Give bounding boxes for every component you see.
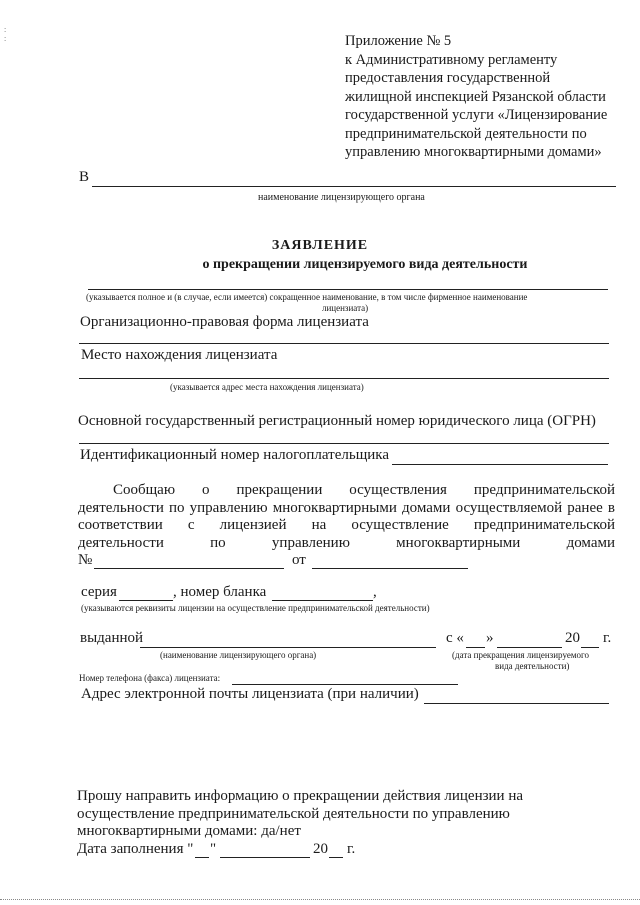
- email-line[interactable]: [424, 703, 609, 704]
- form-number-comma: ,: [373, 584, 377, 600]
- license-date-line[interactable]: [312, 568, 468, 569]
- ogrn-line[interactable]: [79, 443, 609, 444]
- licensee-name-caption: (указывается полное и (в случае, если имеется) сокращенное наименование, в том числе фирменное наименование: [86, 292, 528, 302]
- statement-line: деятельности по управлению многоквартирными домами: [78, 534, 615, 551]
- recipient-prefix: В: [79, 169, 90, 185]
- fill-year-prefix: 20: [313, 841, 328, 857]
- statement-line: соответствии с лицензией на осуществление предпринимательской: [78, 517, 615, 534]
- phone-label: Номер телефона (факса) лицензиата:: [79, 673, 221, 683]
- document-subtitle: о прекращении лицензируемого вида деятельности: [202, 257, 528, 272]
- org-form-label: Организационно-правовая форма лицензиата: [80, 314, 369, 330]
- license-number-prefix: №: [78, 552, 93, 568]
- inn-line[interactable]: [392, 464, 608, 465]
- day-line[interactable]: [466, 647, 485, 648]
- date-open-quote: с «: [446, 630, 464, 646]
- header-line: предоставления государственной: [345, 70, 551, 86]
- year-line[interactable]: [581, 647, 599, 648]
- scan-marks: : :: [4, 25, 7, 43]
- location-caption: (указывается адрес места нахождения лицензиата): [170, 382, 364, 392]
- phone-line[interactable]: [232, 684, 458, 685]
- issuer-line[interactable]: [140, 647, 436, 648]
- request-line-2: осуществление предпринимательской деятельности по управлению: [77, 806, 510, 822]
- issuer-caption: (наименование лицензирующего органа): [160, 650, 317, 660]
- header-line: государственной услуги «Лицензирование: [345, 107, 608, 123]
- licensee-name-line[interactable]: [88, 289, 608, 290]
- header-line: жилищной инспекцией Рязанской области: [345, 88, 606, 105]
- document-title: ЗАЯВЛЕНИЕ: [271, 238, 369, 253]
- location-label: Место нахождения лицензиата: [81, 347, 278, 363]
- requisites-caption: (указываются реквизиты лицензии на осуществление предпринимательской деятельности): [81, 603, 430, 613]
- ogrn-label: Основной государственный регистрационный номер юридического лица (ОГРН): [78, 413, 596, 429]
- date-close-quote: »: [486, 630, 494, 646]
- license-from-label: от: [292, 552, 306, 568]
- form-number-line[interactable]: [272, 600, 373, 601]
- month-line[interactable]: [497, 647, 562, 648]
- fill-year-suffix: г.: [347, 841, 356, 857]
- year-prefix: 20: [565, 630, 580, 646]
- location-line[interactable]: [79, 378, 609, 379]
- fill-date-quote: ": [210, 841, 217, 857]
- series-label: серия: [81, 584, 117, 600]
- fill-date-label: Дата заполнения ": [77, 841, 194, 857]
- header-line: управлению многоквартирными домами»: [345, 144, 602, 160]
- request-line-3: многоквартирными домами: да/нет: [77, 823, 301, 839]
- statement-line: Сообщаю о прекращении осуществления предпринимательской: [113, 482, 615, 498]
- license-number-line[interactable]: [94, 568, 284, 569]
- fill-month-line[interactable]: [220, 857, 310, 858]
- recipient-field-line[interactable]: [92, 186, 616, 187]
- form-number-label: , номер бланка: [173, 584, 267, 600]
- date-caption: (дата прекращения лицензируемого: [452, 650, 589, 660]
- request-line-1: Прошу направить информацию о прекращении действия лицензии на: [77, 788, 524, 804]
- inn-label: Идентификационный номер налогоплательщика: [80, 447, 390, 463]
- issued-label: выданной: [80, 630, 144, 646]
- org-form-line[interactable]: [79, 343, 609, 344]
- page-bottom-edge: [0, 899, 640, 900]
- statement-paragraph: [78, 482, 615, 552]
- recipient-caption: наименование лицензирующего органа: [258, 192, 425, 203]
- date-caption-2: вида деятельности): [495, 661, 570, 671]
- header-line: Приложение № 5: [345, 33, 452, 49]
- fill-year-line[interactable]: [329, 857, 343, 858]
- appendix-header: [345, 32, 607, 162]
- statement-line: деятельности по управлению многоквартирными домами осуществляемой ранее в: [78, 499, 615, 516]
- header-line: к Административному регламенту: [345, 51, 558, 68]
- header-line: предпринимательской деятельности по: [345, 125, 587, 142]
- fill-day-line[interactable]: [195, 857, 209, 858]
- series-line[interactable]: [119, 600, 173, 601]
- email-label: Адрес электронной почты лицензиата (при наличии): [81, 686, 419, 702]
- licensee-name-caption-2: лицензиата): [322, 303, 369, 313]
- year-suffix: г.: [603, 630, 612, 646]
